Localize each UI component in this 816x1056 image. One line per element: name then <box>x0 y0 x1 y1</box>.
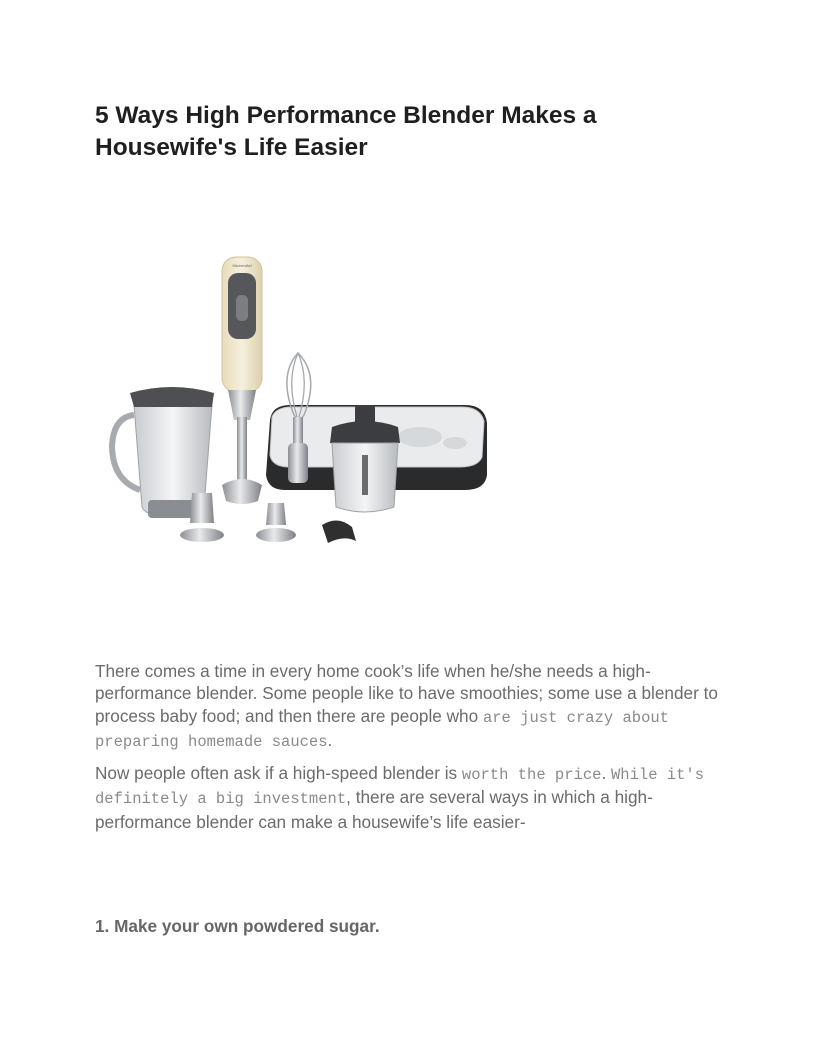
product-image <box>100 245 500 555</box>
price-text-2: , there are several ways in which a high-performance blender can make a housewife’s life easier- <box>95 787 653 832</box>
intro-end: . <box>327 729 333 750</box>
price-mid: . <box>601 763 611 783</box>
brand-label: KitchenAid <box>232 263 252 268</box>
hand-blender-icon <box>222 257 262 504</box>
blade-attachment-icon <box>180 493 356 543</box>
intro-text: There comes a time in every home cook’s life when he/she needs a high-performance blender. Some people like to have smoothies; some use a blender to process baby food; and then there are people who <box>95 661 718 726</box>
worth-price-link-text[interactable]: worth the price <box>461 766 602 784</box>
price-paragraph <box>95 762 745 833</box>
sauces-link-text[interactable]: are just crazy about preparing homemade sauces <box>95 708 669 751</box>
investment-link-text[interactable]: While it's definitely a big investment <box>95 766 705 809</box>
section-heading-1: 1. Make your own powdered sugar. <box>95 916 380 936</box>
page-title: 5 Ways High Performance Blender Makes a Housewife's Life Easier <box>95 102 597 161</box>
price-text-1: Now people often ask if a high-speed blender is <box>95 763 462 783</box>
intro-paragraph <box>95 660 745 753</box>
